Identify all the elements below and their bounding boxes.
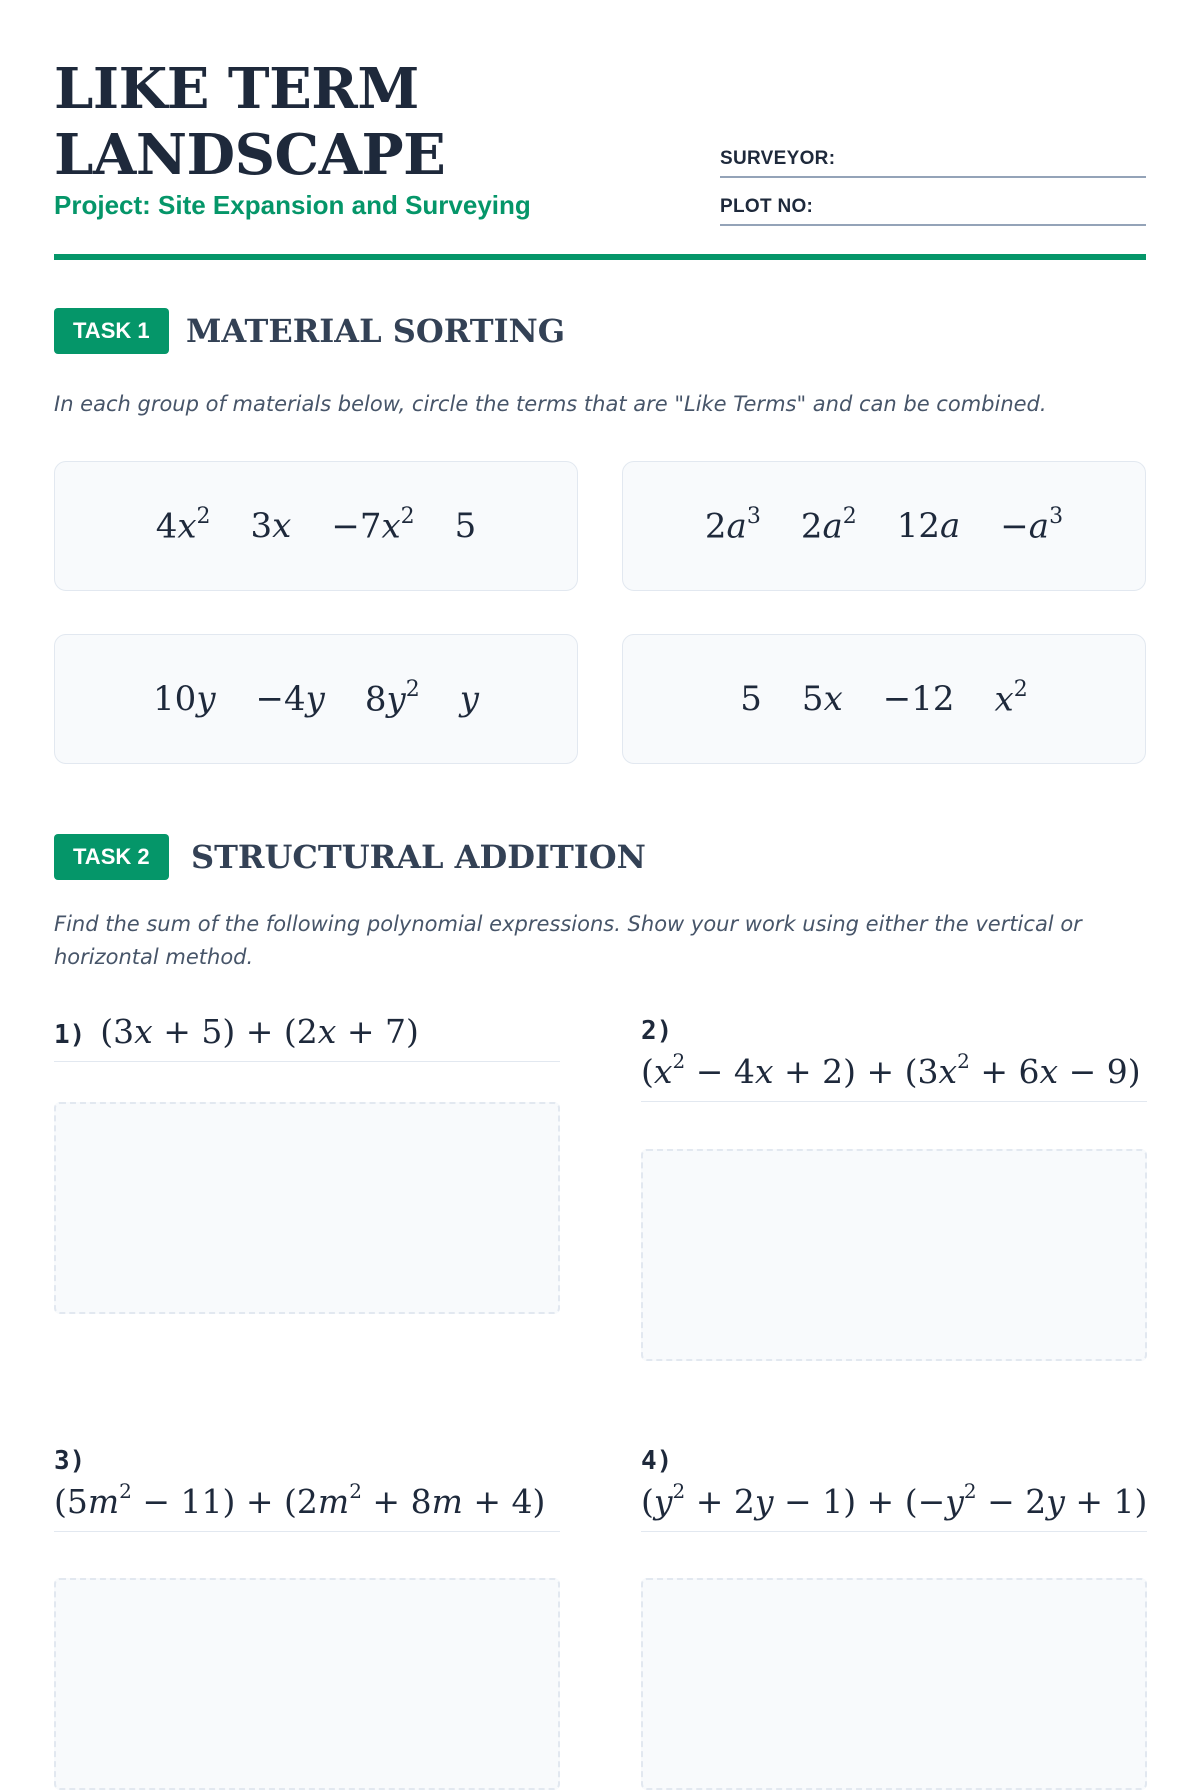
term[interactable]: 12a [896, 506, 961, 546]
worksheet-header [54, 56, 1146, 260]
problem-4-number: 4) [641, 1446, 673, 1476]
problem-3-work-area[interactable] [54, 1578, 560, 1790]
problem-3 [54, 1446, 560, 1532]
problem-2-number: 2) [641, 1016, 673, 1046]
problem-2-expression: $(x^2 - 4x + 2) + (3x^2 + 6x - 9)$ [641, 1049, 1141, 1091]
plot-number-label: PLOT NO: [720, 196, 814, 217]
problem-3-line [54, 1446, 560, 1532]
problem-4 [641, 1446, 1147, 1532]
title-line-2: LANDSCAPE [54, 122, 446, 188]
term-group-1 [54, 461, 578, 591]
term[interactable]: 5 [740, 679, 762, 719]
term[interactable]: −12 [882, 679, 955, 719]
term-group-3 [54, 634, 578, 764]
worksheet-page [54, 0, 1146, 1600]
term[interactable]: y [459, 679, 479, 719]
task-2-instructions: Find the sum of the following polynomial expressions. Show your work using either the vertical or horizontal method. [54, 912, 1082, 969]
problem-1-work-area[interactable] [54, 1102, 560, 1314]
task-2-badge: TASK 2 [54, 834, 169, 880]
problem-4-expression: $(y^2 + 2y - 1) + (-y^2 - 2y + 1)$ [641, 1479, 1148, 1521]
problem-1-number: 1) [54, 1020, 86, 1050]
term[interactable]: $8y^2$ [364, 676, 420, 720]
task-1-title: MATERIAL SORTING [186, 312, 566, 350]
problem-1-expression: (3x + 5) + (2x + 7) [89, 1012, 419, 1051]
term-group-4 [622, 634, 1146, 764]
term[interactable]: $4x^2$ [155, 503, 211, 547]
problem-3-expression: $(5m^2 - 11) + (2m^2 + 8m + 4)$ [54, 1479, 546, 1521]
problem-2-line [641, 1016, 1147, 1102]
worksheet-title [54, 56, 694, 188]
surveyor-field[interactable] [720, 136, 1146, 178]
term[interactable]: 5 [454, 506, 477, 546]
header-divider [54, 254, 1146, 260]
problem-4-work-area[interactable] [641, 1578, 1147, 1790]
term-group-2 [622, 461, 1146, 591]
problem-3-number: 3) [54, 1446, 86, 1476]
term[interactable]: 5x [801, 679, 843, 719]
title-line-1: LIKE TERM [54, 56, 419, 122]
project-subtitle: Project: Site Expansion and Surveying [54, 190, 531, 220]
term[interactable]: $x^2$ [994, 676, 1028, 720]
problem-2-work-area[interactable] [641, 1149, 1147, 1361]
term[interactable]: $2a^2$ [800, 503, 857, 547]
plot-number-field[interactable] [720, 184, 1146, 226]
problem-2 [641, 1016, 1147, 1102]
surveyor-label: SURVEYOR: [720, 148, 836, 169]
problem-1 [54, 1012, 560, 1062]
task-1-badge: TASK 1 [54, 308, 169, 354]
problem-4-line [641, 1446, 1147, 1532]
term[interactable]: $-a^3$ [1000, 503, 1064, 547]
term[interactable]: $2a^3$ [704, 503, 761, 547]
term[interactable]: 10y [153, 679, 216, 719]
term[interactable]: $-7x^2$ [331, 503, 415, 547]
term[interactable]: 3x [250, 506, 292, 546]
term[interactable]: −4y [255, 679, 325, 719]
problem-1-line [54, 1012, 560, 1062]
task-2-title: STRUCTURAL ADDITION [191, 838, 646, 876]
task-1-instructions: In each group of materials below, circle the terms that are "Like Terms" and can be combined. [54, 392, 1047, 416]
